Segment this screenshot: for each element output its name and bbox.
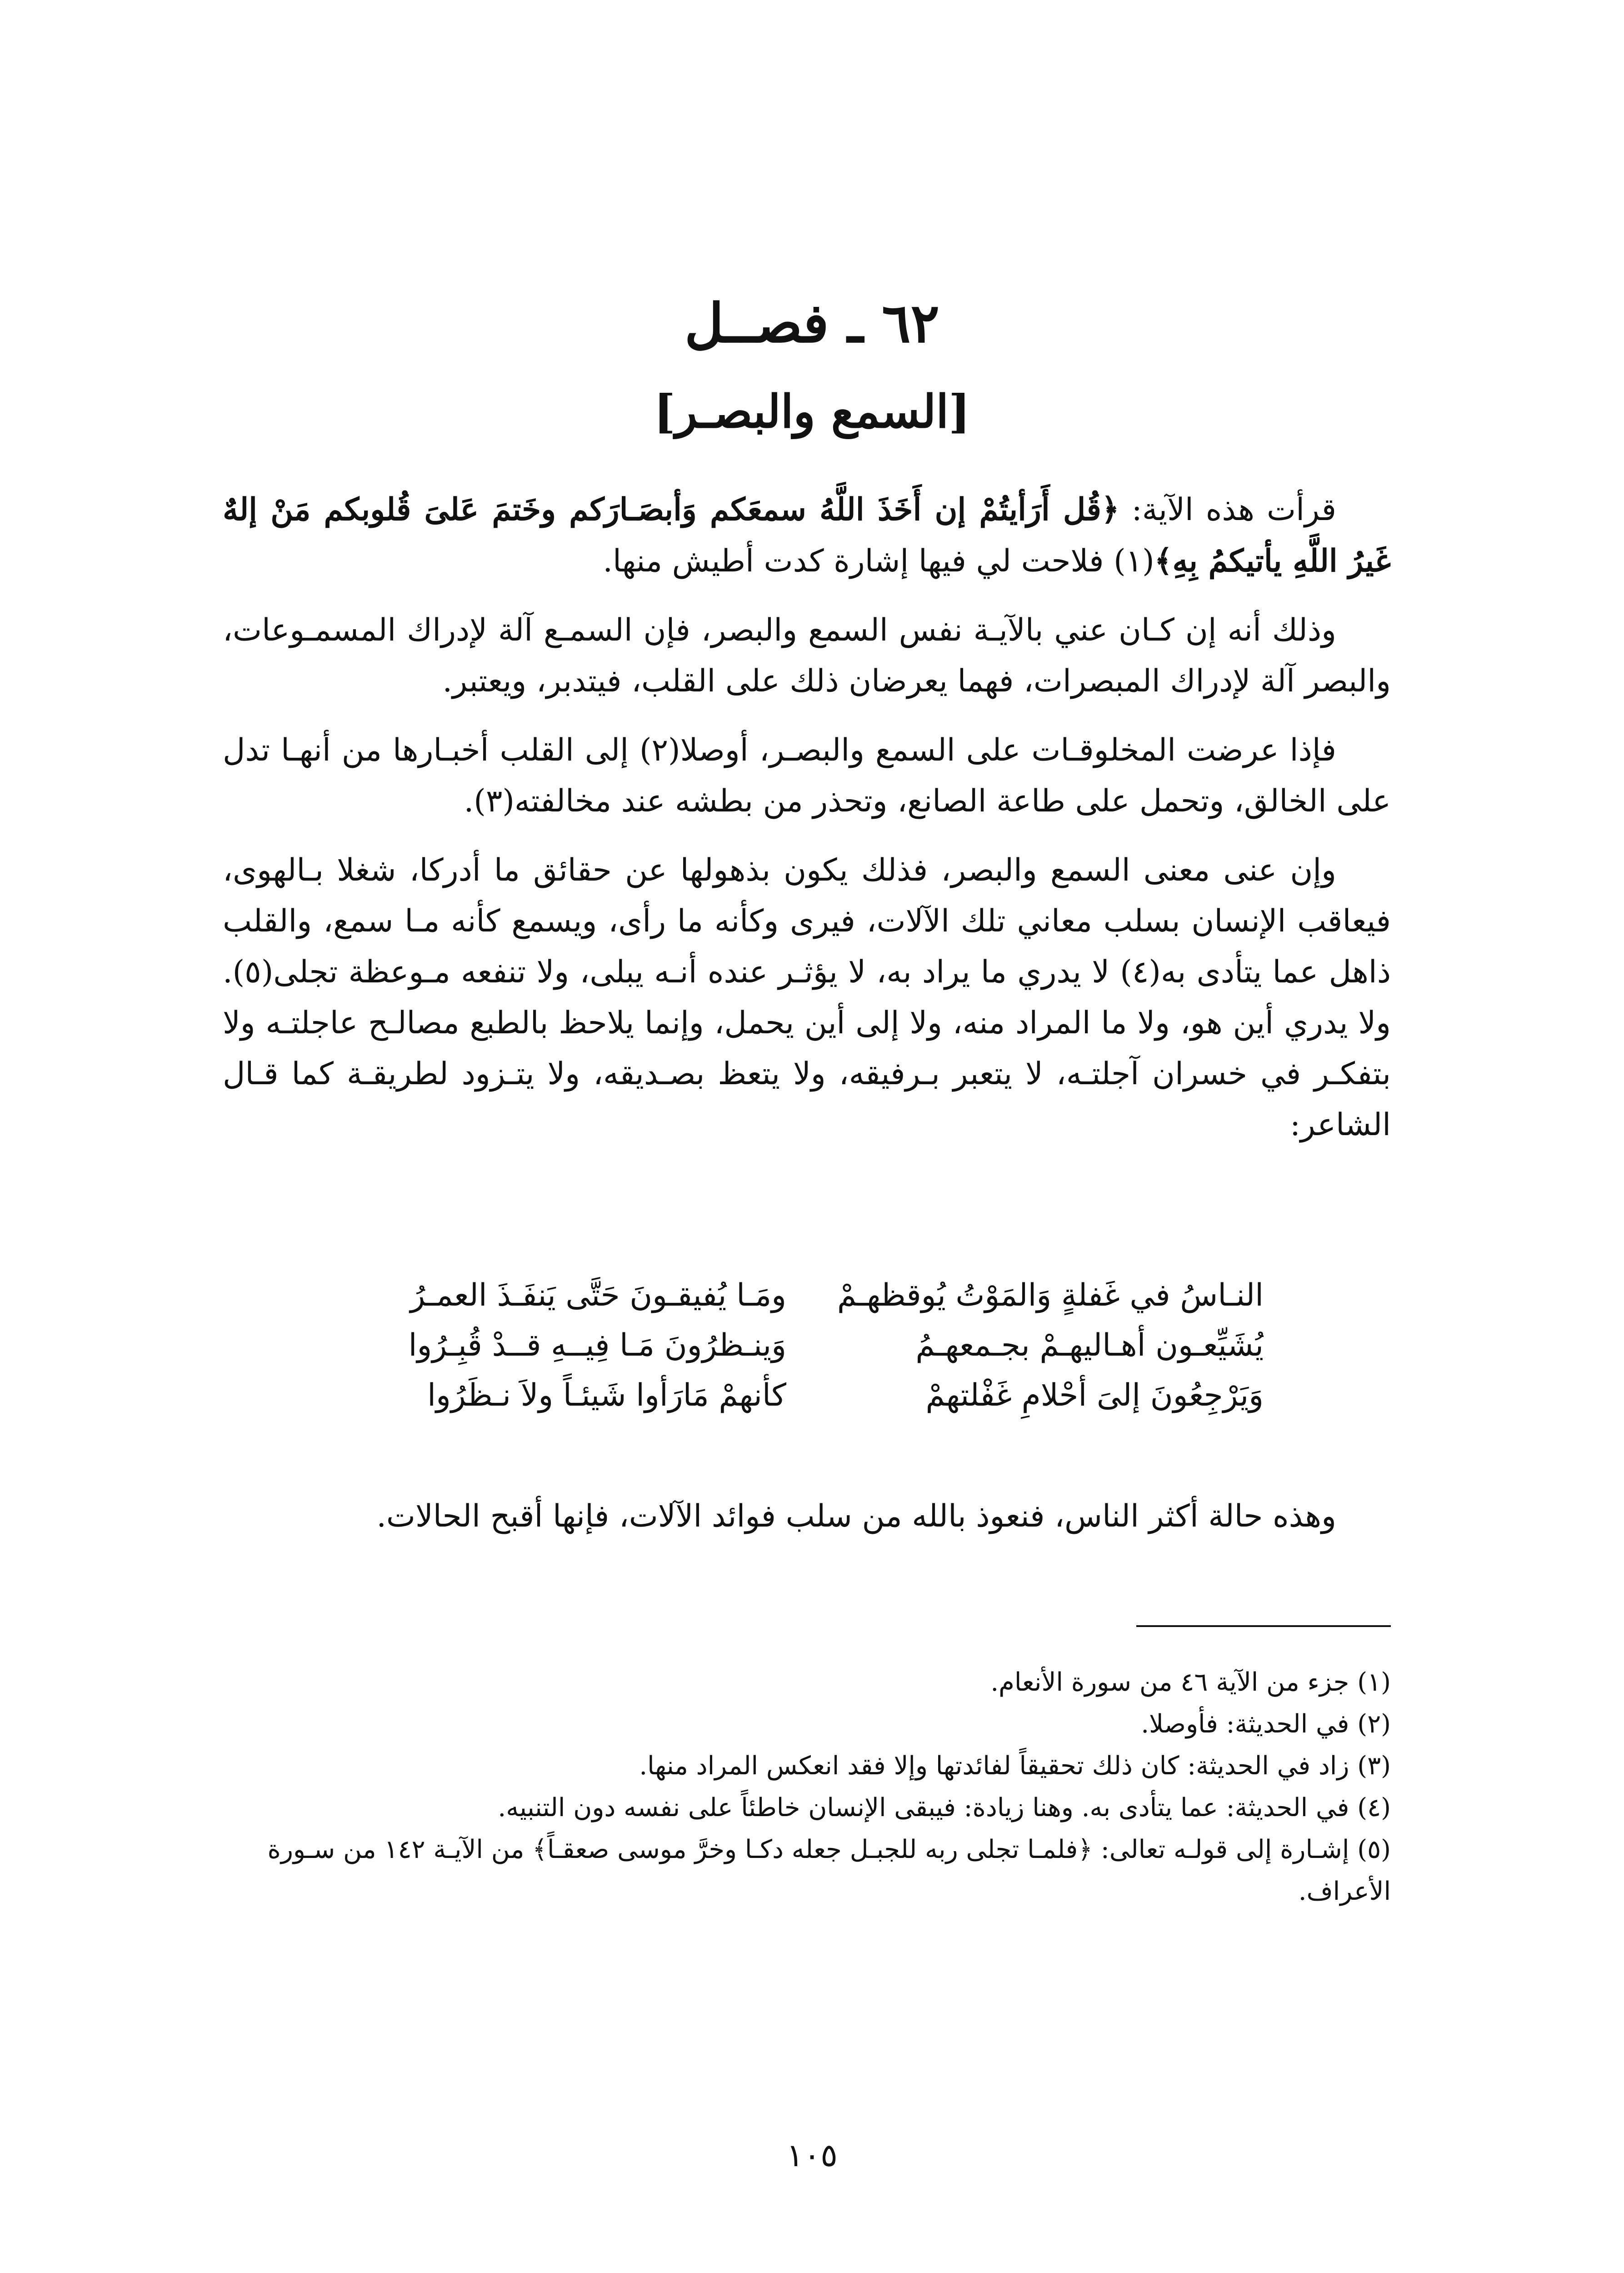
chapter-title: ٦٢ ـ فصــل [685, 291, 939, 355]
page-number: ١٠٥ [786, 2137, 838, 2174]
closing-paragraph: وهذه حالة أكثر الناس، فنعوذ بالله من سلب فوائد الآلات، فإنها أقبح الحالات. [376, 1498, 1336, 1534]
poem-hemistich-first: يُشَيِّعـون أهـاليهـمْ بجـمعهـمُ [915, 1327, 1264, 1363]
poem-verse [355, 1321, 1264, 1371]
body-text [223, 484, 1391, 1169]
footnote-1: (١) جزء من الآية ٤٦ من سورة الأنعام. [990, 1667, 1391, 1697]
footnotes [223, 1662, 1391, 1913]
poem-verse [355, 1271, 1264, 1321]
poem-hemistich-second: وَينـظرُونَ مَـا فِيــهِ قــدْ قُبِـرُوا [408, 1327, 786, 1363]
footnote-4: (٤) في الحديثة: عما يتأدى به. وهنا زيادة: فيبقى الإنسان خاطئاً على نفسه دون التنبيه. [498, 1793, 1391, 1822]
poem [355, 1271, 1264, 1421]
paragraph-3: فإذا عرضت المخلوقـات على السمع والبصـر، أوصلا(٢) إلى القلب أخبـارها من أنهـا تدل على الخالق، وتحمل على طاعة الصانع، وتحذر من بطشه عند مخالفته(٣). [223, 732, 1391, 819]
chapter-subtitle: [السمع والبصـر] [654, 385, 970, 438]
poem-hemistich-second: ومَـا يُفيقـونَ حَتَّى يَنفَـذَ العمـرُ [410, 1277, 786, 1313]
footnote-3: (٣) زاد في الحديثة: كان ذلك تحقيقاً لفائدتها وإلا فقد انعكس المراد منها. [639, 1751, 1391, 1781]
poem-hemistich-first: وَيَرْجِعُونَ إلىَ أحْلامِ غَفْلتهمْ [925, 1377, 1264, 1413]
poem-hemistich-second: كأنهمْ مَارَأوا شَيئـاً ولاَ نـظَرُوا [427, 1377, 786, 1413]
paragraph-2: وذلك أنه إن كـان عني بالآيـة نفس السمع والبصر، فإن السمـع آلة لإدراك المسمـوعات، والبصر آلة لإدراك المبصرات، فهما يعرضان ذلك على القلب، فيتدبر، ويعتبر. [223, 612, 1391, 699]
footnote-2: (٢) في الحديثة: فأوصلا. [1141, 1709, 1391, 1739]
paragraph-1 [223, 484, 1391, 587]
quran-verse: ﴿قُل أَرَأيتُمْ إن أَخَذَ اللَّهُ سمعَكم وَأبصَـارَكم وخَتمَ عَلىَ قُلوبكم مَنْ إلهٌ غَيرُ اللَّهِ يأتيكمُ بِهِ﴾ [223, 491, 1391, 579]
footnote-divider [1136, 1625, 1391, 1627]
poem-hemistich-first: النـاسُ في غَفلةٍ وَالمَوْتُ يُوقظهـمْ [837, 1277, 1264, 1313]
footnote-5: (٥) إشـارة إلى قولـه تعالى: ﴿فلمـا تجلى ربه للجبـل جعله دكـا وخرَّ موسى صعقـاً﴾ من الآيـة ١٤٢ من سـورة الأعراف. [267, 1835, 1391, 1906]
paragraph-4: وإن عنى معنى السمع والبصر، فذلك يكون بذهولها عن حقائق ما أدركا، شغلا بـالهوى، فيعاقب الإنسان بسلب معاني تلك الآلات، فيرى وكأنه ما رأى، ويسمع كأنه مـا سمع، والقلب ذاهل عما يتأدى به(٤) لا يدري ما يراد به، لا يؤثـر عنده أنـه يبلى، ولا تنفعه مـوعظة تجلى(٥). ولا يدري أين هو، ولا ما المراد منه، ولا إلى أين يحمل، وإنما يلاحظ بالطبع مصالـح عاجلتـه ولا بتفكـر في خسران آجلتـه، لا يتعبر بـرفيقه، ولا يتعظ بصـديقه، ولا يتـزود لطريقـة كما قـال الشاعر: [223, 852, 1391, 1143]
paragraph-1-intro: قرأت هذه الآية: [1119, 492, 1336, 528]
poem-verse [355, 1371, 1264, 1421]
paragraph-1-rest: (١) فلاحت لي فيها إشارة كدت أطيش منها. [603, 543, 1154, 579]
